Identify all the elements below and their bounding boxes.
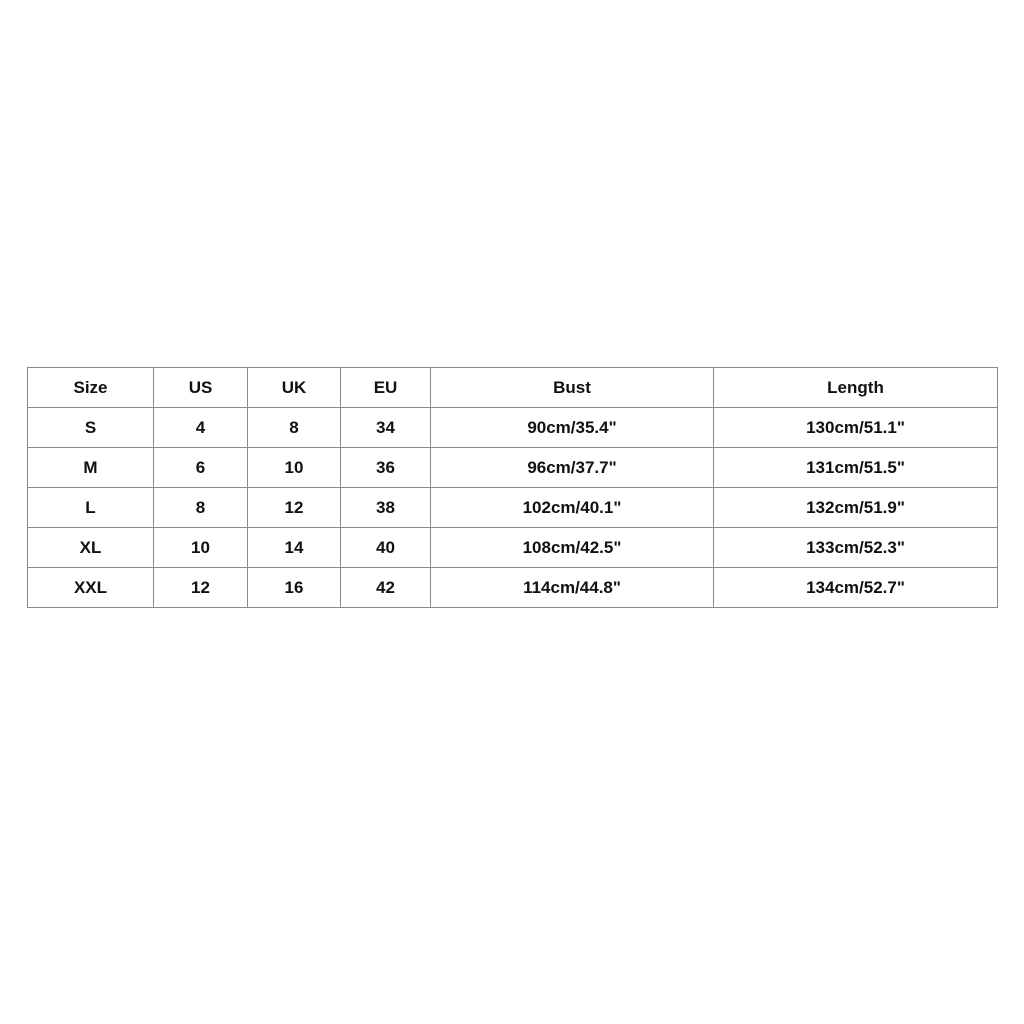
table-row [28, 448, 998, 488]
column-header-eu: EU [341, 368, 431, 408]
cell-bust: 114cm/44.8" [431, 568, 714, 608]
cell-uk: 10 [248, 448, 341, 488]
table-header-row [28, 368, 998, 408]
table-row [28, 568, 998, 608]
cell-us: 4 [154, 408, 248, 448]
cell-bust: 102cm/40.1" [431, 488, 714, 528]
cell-uk: 12 [248, 488, 341, 528]
cell-size: XL [28, 528, 154, 568]
cell-size: XXL [28, 568, 154, 608]
cell-length: 133cm/52.3" [714, 528, 998, 568]
table-row [28, 408, 998, 448]
cell-size: L [28, 488, 154, 528]
cell-us: 8 [154, 488, 248, 528]
column-header-uk: UK [248, 368, 341, 408]
cell-eu: 34 [341, 408, 431, 448]
cell-uk: 16 [248, 568, 341, 608]
cell-eu: 36 [341, 448, 431, 488]
cell-uk: 14 [248, 528, 341, 568]
cell-eu: 40 [341, 528, 431, 568]
column-header-size: Size [28, 368, 154, 408]
cell-us: 6 [154, 448, 248, 488]
cell-bust: 90cm/35.4" [431, 408, 714, 448]
cell-uk: 8 [248, 408, 341, 448]
cell-size: M [28, 448, 154, 488]
cell-length: 130cm/51.1" [714, 408, 998, 448]
cell-size: S [28, 408, 154, 448]
cell-length: 134cm/52.7" [714, 568, 998, 608]
cell-bust: 96cm/37.7" [431, 448, 714, 488]
cell-bust: 108cm/42.5" [431, 528, 714, 568]
cell-eu: 38 [341, 488, 431, 528]
cell-length: 132cm/51.9" [714, 488, 998, 528]
column-header-us: US [154, 368, 248, 408]
column-header-bust: Bust [431, 368, 714, 408]
size-chart-table [27, 367, 998, 608]
cell-us: 12 [154, 568, 248, 608]
cell-us: 10 [154, 528, 248, 568]
column-header-length: Length [714, 368, 998, 408]
table-row [28, 488, 998, 528]
table-row [28, 528, 998, 568]
cell-eu: 42 [341, 568, 431, 608]
cell-length: 131cm/51.5" [714, 448, 998, 488]
